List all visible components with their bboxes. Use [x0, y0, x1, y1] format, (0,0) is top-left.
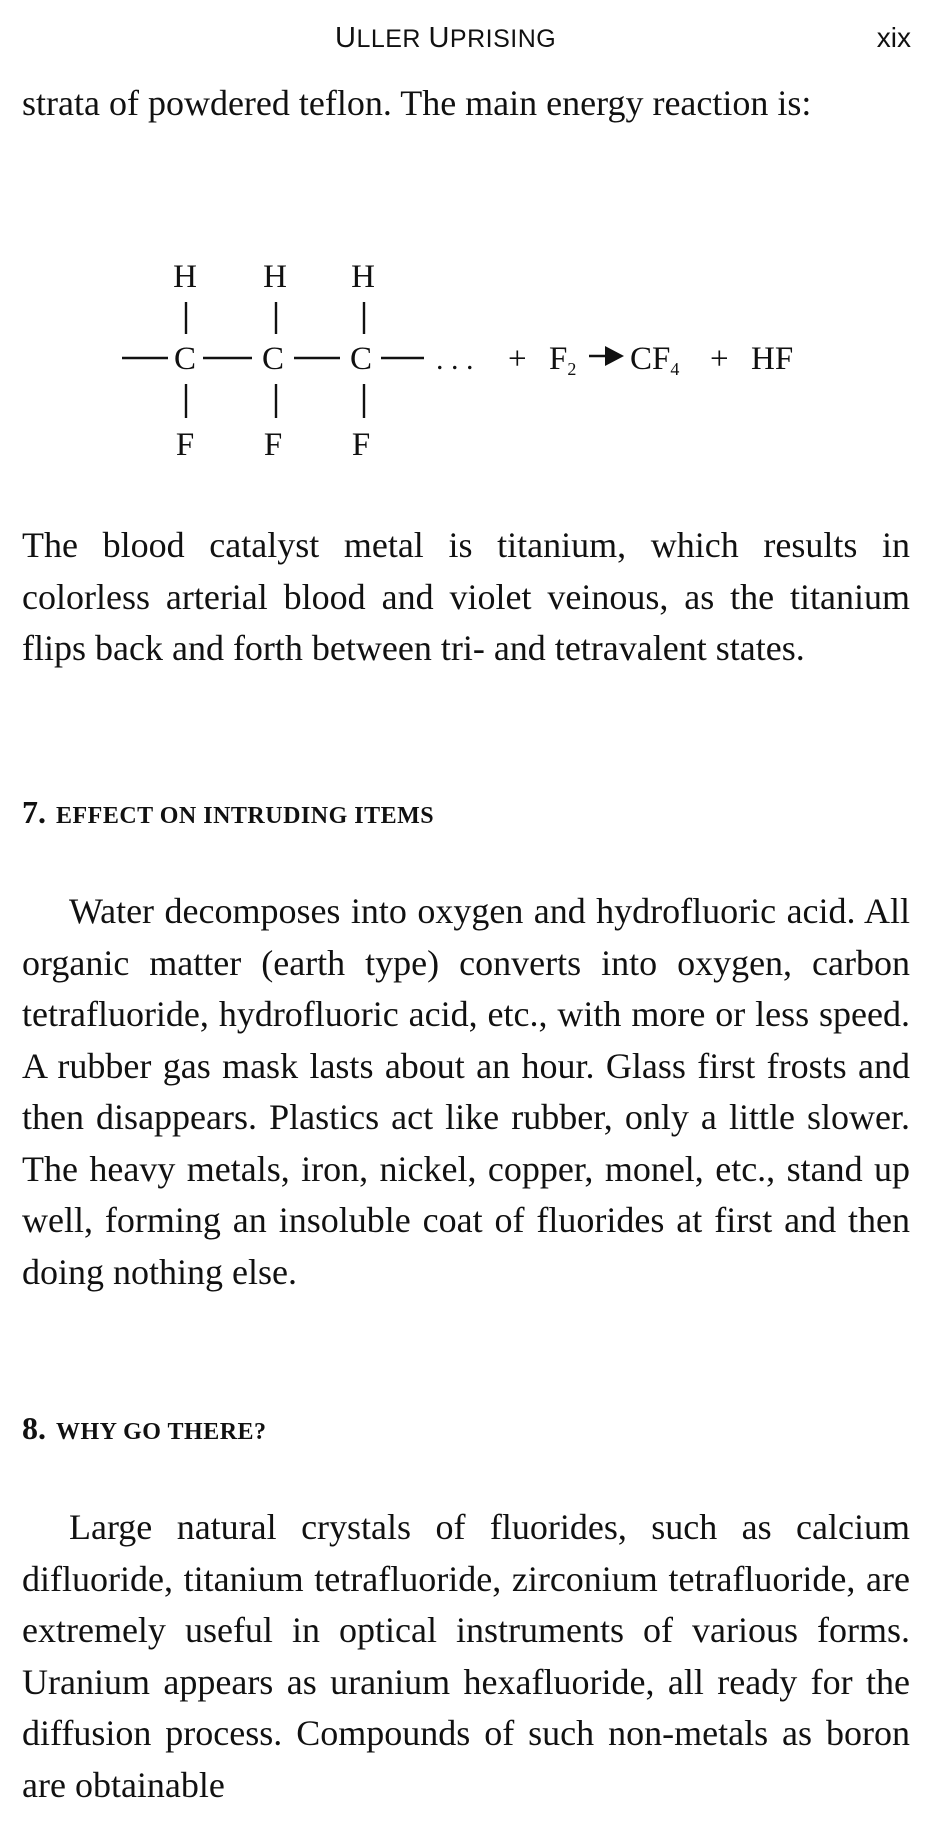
section-title: EFFECT ON INTRUDING ITEMS	[56, 803, 435, 829]
running-title-initial: U	[428, 22, 450, 54]
running-title-initial: U	[335, 22, 357, 54]
section-title: WHY GO THERE?	[56, 1419, 267, 1445]
formula-product: HF	[751, 341, 794, 377]
paragraph-why-go-there: Large natural crystals of fluorides, such as calcium difluoride, titanium tetrafluoride, zirconium tetrafluoride, are extremely useful in optical instruments of various forms. Uranium appears as uranium hexafluoride, all ready for the diffusion process. Compounds of such non-metals as boron are obtainable	[22, 1507, 910, 1805]
formula-carbon: C	[349, 341, 373, 377]
formula-top-atom: H	[351, 259, 375, 295]
formula-plus: +	[508, 341, 527, 377]
formula-top-atom: H	[263, 259, 287, 295]
formula-bottom-atom: F	[175, 427, 195, 463]
formula-plus: +	[710, 341, 729, 377]
running-title-word: PRISING	[449, 25, 557, 53]
formula-bottom-atom: F	[263, 427, 283, 463]
intro-paragraph: strata of powdered teflon. The main energy reaction is:	[22, 83, 812, 123]
section-heading-8	[22, 1410, 267, 1447]
section-number: 7.	[22, 794, 46, 830]
section-number: 8.	[22, 1410, 46, 1446]
running-title	[335, 22, 556, 55]
formula-top-atom: H	[173, 259, 197, 295]
formula-bottom-atom: F	[351, 427, 371, 463]
formula-product: CF4	[630, 341, 680, 379]
paragraph-blood-catalyst: The blood catalyst metal is titanium, which results in colorless arterial blood and violet veinous, as the titanium flips back and forth between tri- and tetravalent states.	[22, 525, 910, 668]
page-number: xix	[876, 22, 911, 53]
formula-carbon: C	[173, 341, 197, 377]
formula-reactant: F2	[549, 341, 577, 379]
running-header	[0, 22, 933, 62]
paragraph-intruding-items: Water decomposes into oxygen and hydrofluoric acid. All organic matter (earth type) converts into oxygen, carbon tetrafluoride, hydrofluoric acid, etc., with more or less speed. A rubber gas mask lasts about an hour. Glass first frosts and then disappears. Plastics act like rubber, only a little slower. The heavy metals, iron, nickel, copper, monel, etc., stand up well, forming an insoluble coat of fluorides at first and then doing nothing else.	[22, 891, 910, 1292]
formula-arrowhead	[605, 346, 624, 366]
formula-carbon: C	[261, 341, 285, 377]
formula-ellipsis: . . .	[436, 343, 474, 376]
running-title-word: LLER	[356, 25, 421, 53]
section-heading-7	[22, 794, 434, 831]
